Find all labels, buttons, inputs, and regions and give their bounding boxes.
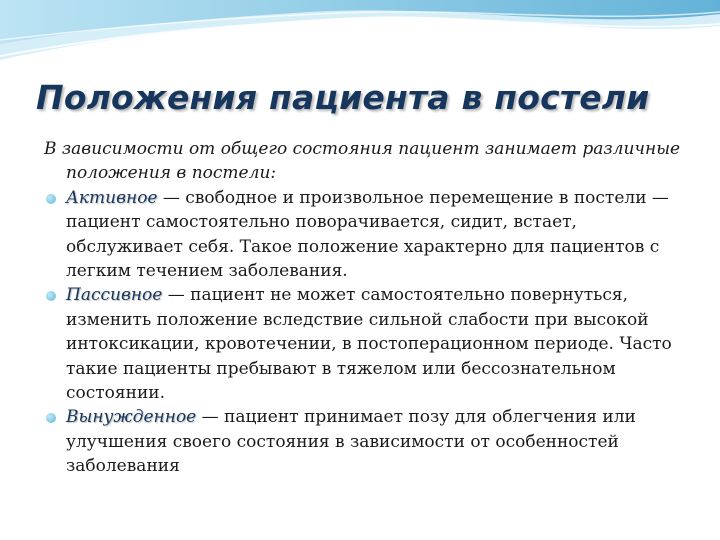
list-item-passive (44, 283, 689, 405)
list-item-forced (44, 405, 689, 478)
slide-title: Положения пациента в постели (36, 78, 650, 117)
list-item-active (44, 186, 689, 284)
slide-body (44, 137, 689, 479)
bullet-icon (46, 413, 56, 423)
bullet-icon (46, 194, 56, 204)
header-wave-decoration (0, 0, 720, 80)
term-passive: Пассивное (66, 285, 163, 306)
bullet-icon (46, 291, 56, 301)
description-passive: — пациент не может самостоятельно повернуться, изменить положение вследствие сильной слабости при высокой интоксикации, кровотечении, в постоперационном периоде. Часто такие пациенты пребывают в тяжелом или бессознательном состоянии. (66, 285, 672, 404)
description-active: — свободное и произвольное перемещение в постели — пациент самостоятельно поворачивается, сидит, встает, обслуживает себя. Такое положение характерно для пациентов с легким течением заболевания. (66, 187, 669, 282)
description-forced: — пациент принимает позу для облегчения или улучшения своего состояния в зависимости от особенностей заболевания (66, 407, 636, 477)
term-forced: Вынужденное (66, 407, 197, 428)
intro-text: В зависимости от общего состояния пациент занимает различные положения в постели: (44, 139, 681, 184)
term-active: Активное (66, 187, 158, 208)
